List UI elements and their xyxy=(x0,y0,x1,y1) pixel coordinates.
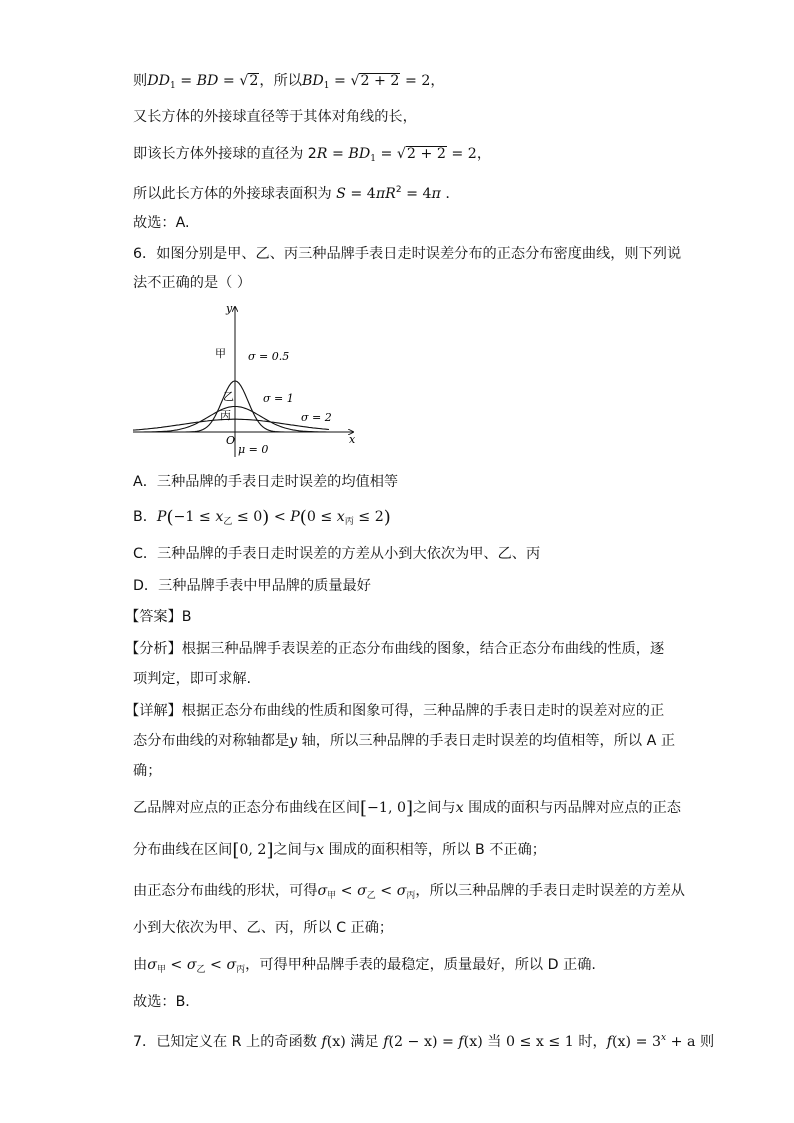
y-axis-label: y xyxy=(226,302,233,315)
math: −1 ≤ xyxy=(173,509,216,525)
detail-line-4: 乙品牌对应点的正态分布曲线在区间[−1, 0]之间与x 围成的面积与丙品牌对应点的正态 xyxy=(133,798,681,819)
math-lt: < xyxy=(205,957,227,973)
math-x: x xyxy=(316,842,325,858)
analysis-line-1 xyxy=(125,639,664,659)
label-jia: 甲 xyxy=(215,347,226,360)
math-eq: = xyxy=(375,146,397,162)
text: 故选：A. xyxy=(133,215,190,231)
sqrt-arg: 2 + 2 xyxy=(406,146,446,162)
normal-distribution-figure xyxy=(131,297,361,459)
sub: 乙 xyxy=(196,965,206,975)
text: 轴，所以三种品牌的手表日走时误差的均值相等，所以 A 正 xyxy=(297,733,676,749)
math-f: f xyxy=(458,1034,464,1050)
math-sub: 乙 xyxy=(223,517,233,527)
text: 又长方体的外接球直径等于其体对角线的长， xyxy=(133,109,417,125)
math-bd1: BD xyxy=(301,73,324,89)
text: 7．已知定义在 R 上的奇函数 xyxy=(133,1034,322,1050)
math-f: f xyxy=(383,1034,389,1050)
solution-line-2 xyxy=(133,107,417,127)
math: (x) = 3 xyxy=(611,1034,661,1050)
question-6-line-1 xyxy=(133,244,681,264)
text: ，所以 xyxy=(259,73,302,89)
detail-line-9 xyxy=(133,992,190,1012)
sub: 丙 xyxy=(406,891,416,901)
math-lt: < xyxy=(336,883,358,899)
question-7-line-1 xyxy=(133,1028,714,1052)
math-sup: x xyxy=(661,1033,667,1043)
math-dd1: DD xyxy=(147,73,170,89)
math-x: x xyxy=(215,509,224,525)
text: D．三种品牌手表中甲品牌的质量最好 xyxy=(133,578,371,594)
math: ≤ 0 xyxy=(232,509,263,525)
sub: 丙 xyxy=(236,965,246,975)
math-lt: < xyxy=(165,957,187,973)
sub: 乙 xyxy=(366,891,376,901)
math-interval: 0, 2 xyxy=(239,842,267,858)
text: ，可得甲种品牌手表的最稳定，质量最好，所以 D 正确. xyxy=(245,957,596,973)
text: 由正态分布曲线的形状，可得 xyxy=(133,883,318,899)
math-eq: = xyxy=(327,146,349,162)
text: 法不正确的是（ ） xyxy=(133,275,252,291)
sub: 甲 xyxy=(156,965,166,975)
detail-line-1 xyxy=(125,701,664,721)
math-eq: = BD = xyxy=(175,73,240,89)
analysis-tag: 【分析】 xyxy=(125,641,182,657)
detail-line-6 xyxy=(133,881,685,906)
math-sigma: σ xyxy=(226,957,237,973)
x-axis-label: x xyxy=(349,433,356,446)
math-eq: = 4 xyxy=(345,186,376,202)
text: 之间与 xyxy=(413,800,456,816)
text: 由 xyxy=(133,957,148,973)
math-sup: 2 xyxy=(395,185,402,195)
math: 0 ≤ xyxy=(306,509,337,525)
sqrt-arg: 2 xyxy=(249,73,259,89)
math-eq: = 4 xyxy=(401,186,432,202)
option-d xyxy=(133,576,371,596)
text: ，所以三种品牌的手表日走时误差的方差从 xyxy=(415,883,685,899)
solution-line-3: 即该长方体外接球的直径为 $2R = BD_1 = √2 + 2 = 2$， xyxy=(133,146,492,164)
sigma-label-2: σ = 1 xyxy=(263,392,294,405)
sigma-label-3: σ = 2 xyxy=(301,411,332,424)
solution-line-5 xyxy=(133,213,190,233)
math-sigma: σ xyxy=(357,883,367,899)
math-eq: = xyxy=(329,73,351,89)
math-sigma: σ xyxy=(147,957,157,973)
text: 分布曲线在区间 xyxy=(133,842,233,858)
text: 小到大依次为甲、乙、丙，所以 C 正确； xyxy=(133,920,394,936)
label-yi: 乙 xyxy=(223,390,234,403)
math-bd1: BD xyxy=(348,146,371,162)
math-S: S xyxy=(336,186,346,202)
text: + a 则 xyxy=(666,1034,715,1050)
math-interval: −1, 0 xyxy=(367,800,407,816)
sub: 甲 xyxy=(327,891,337,901)
math-lt: < xyxy=(269,509,291,525)
detail-line-7 xyxy=(133,918,393,938)
text: 6．如图分别是甲、乙、丙三种品牌手表日走时误差分布的正态分布密度曲线，则下列说 xyxy=(133,246,682,262)
math-sigma: σ xyxy=(317,883,328,899)
math-sigma: σ xyxy=(186,957,197,973)
text: 态分布曲线的对称轴都是 xyxy=(133,733,290,749)
text: C．三种品牌的手表日走时误差的方差从小到大依次为甲、乙、丙 xyxy=(133,546,541,562)
answer-value: B xyxy=(181,609,192,625)
option-b: B．$P(-1 \le x_乙 \le 0) < P(0 \le x_丙 \le 2)$ xyxy=(133,507,391,528)
text: 项判定，即可求解. xyxy=(133,671,252,687)
text: 故选：B. xyxy=(133,994,190,1010)
curve-bing xyxy=(133,419,329,430)
text: 所以此长方体的外接球表面积为 xyxy=(133,186,337,202)
sigma-label-1: σ = 0.5 xyxy=(248,350,290,363)
math: ≤ 2 xyxy=(353,509,384,525)
math-end: . xyxy=(440,186,450,202)
sqrt-arg: 2 + 2 xyxy=(360,73,400,89)
text: 则 xyxy=(133,73,148,89)
math-P: P xyxy=(156,509,167,525)
detail-tag: 【详解】 xyxy=(125,703,182,719)
mu-label: μ = 0 xyxy=(238,443,269,456)
text: 根据三种品牌手表误差的正态分布曲线的图象，结合正态分布曲线的性质，逐 xyxy=(181,641,665,657)
math-x: x xyxy=(455,800,464,816)
math-f: f xyxy=(606,1034,612,1050)
origin-label: O xyxy=(226,434,236,447)
text: 围成的面积与丙品牌对应点的正态 xyxy=(463,800,681,816)
text: B． xyxy=(133,509,157,525)
detail-line-8 xyxy=(133,955,596,980)
math: (2 − x) = xyxy=(388,1034,459,1050)
option-a xyxy=(133,472,398,492)
text: 确； xyxy=(133,763,162,779)
label-bing: 丙 xyxy=(220,409,231,422)
option-c xyxy=(133,544,540,564)
text: (x) 当 0 ≤ x ≤ 1 时， xyxy=(463,1034,607,1050)
math-lt: < xyxy=(375,883,397,899)
math-y: y xyxy=(289,733,298,749)
analysis-line-2 xyxy=(133,669,251,689)
math-end: = 2， xyxy=(446,146,492,162)
question-6-line-2 xyxy=(133,273,251,293)
text: 根据正态分布曲线的性质和图象可得，三种品牌的手表日走时的误差对应的正 xyxy=(181,703,665,719)
solution-line-1: 则$DD_1$ = BD = √2，所以$BD_1 = √2 + 2 = 2$， xyxy=(133,73,445,91)
text: A．三种品牌的手表日走时误差的均值相等 xyxy=(133,474,399,490)
answer-tag: 【答案】 xyxy=(125,609,182,625)
math-P: P xyxy=(290,509,300,525)
math-piR: πR xyxy=(375,186,396,202)
math-R: R xyxy=(316,146,328,162)
answer-line xyxy=(125,607,192,627)
detail-line-2 xyxy=(133,731,675,751)
math-sigma: σ xyxy=(396,883,407,899)
detail-line-5: 分布曲线在区间[0, 2]之间与x 围成的面积相等，所以 B 不正确； xyxy=(133,840,546,861)
text: 乙品牌对应点的正态分布曲线在区间 xyxy=(133,800,361,816)
math-sub: 丙 xyxy=(344,517,354,527)
math-pi: π xyxy=(431,186,441,202)
solution-line-4 xyxy=(133,180,450,204)
text: 围成的面积相等，所以 B 不正确； xyxy=(324,842,546,858)
math-end: = 2， xyxy=(400,73,445,89)
math-f: f xyxy=(321,1034,327,1050)
detail-line-3 xyxy=(133,761,161,781)
math-x: x xyxy=(336,509,345,525)
text: 即该长方体外接球的直径为 2 xyxy=(133,146,317,162)
text: (x) 满足 xyxy=(326,1034,384,1050)
text: 之间与 xyxy=(273,842,317,858)
